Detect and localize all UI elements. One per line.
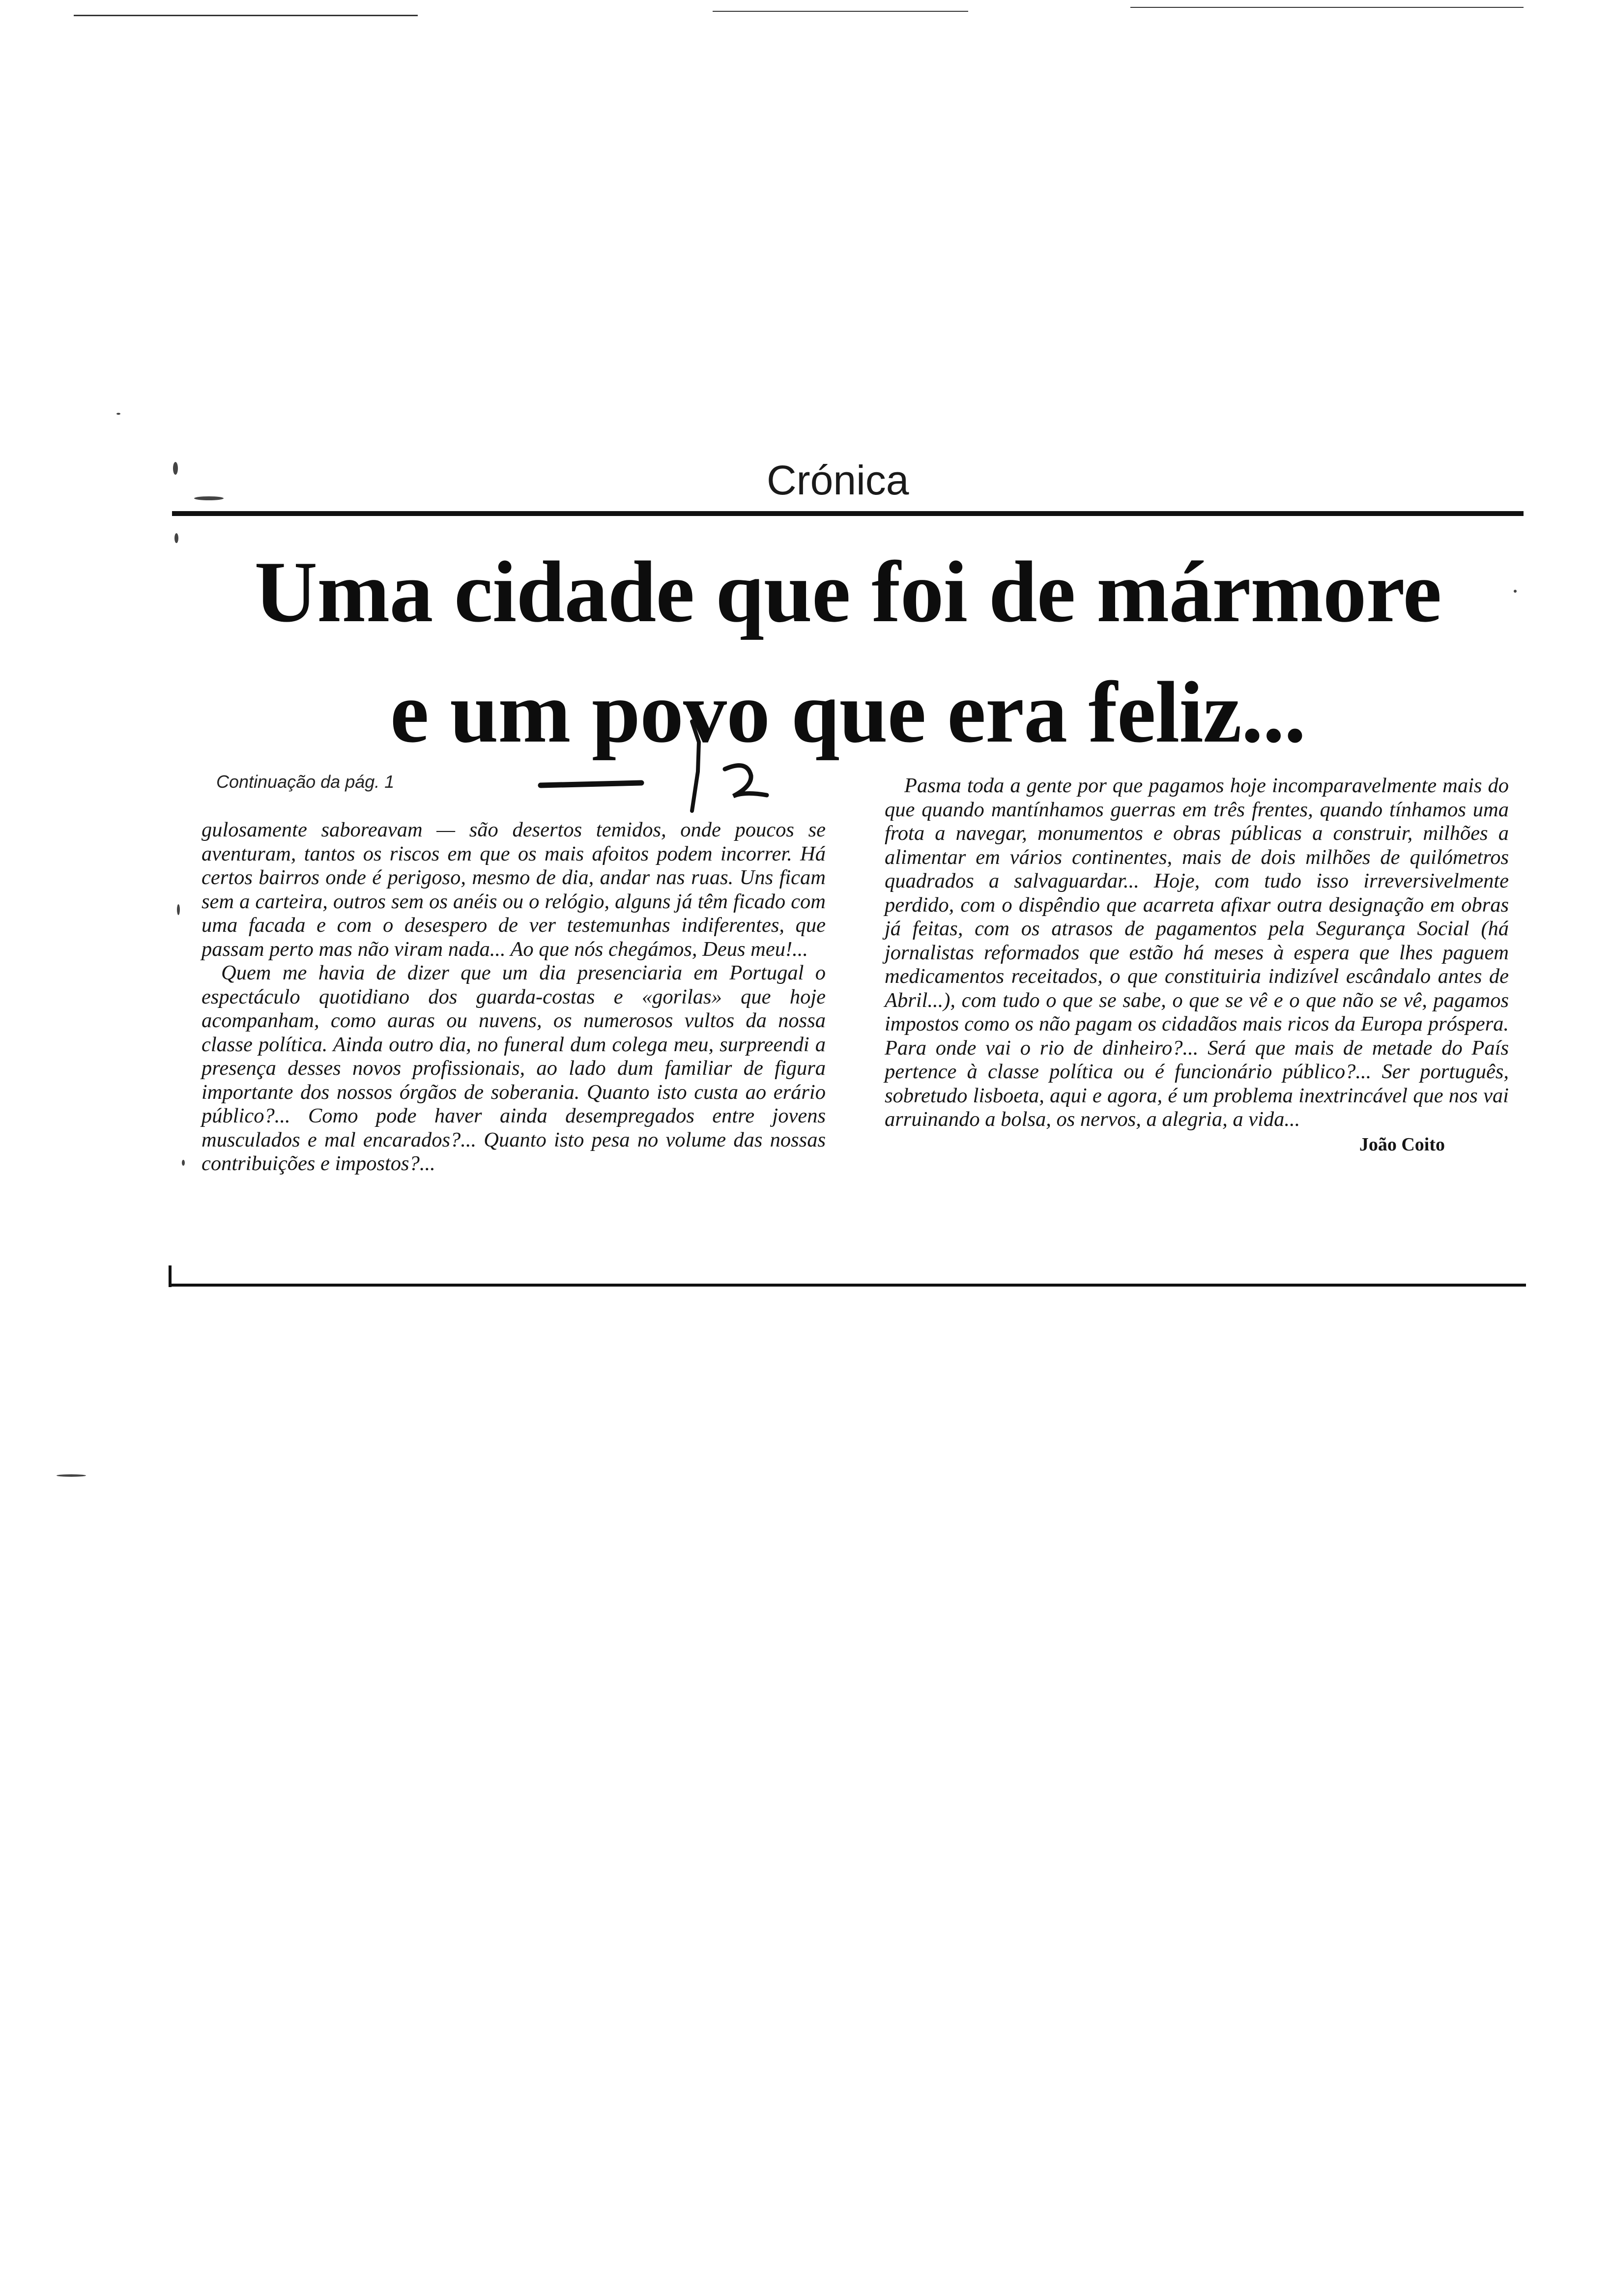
scan-speck: [194, 496, 224, 500]
paragraph: Quem me havia de dizer que um dia presenciaria em Portugal o espectáculo quotidiano dos guarda-costas e «gorilas» que hoje acompanham, como auras ou nuvens, os numerosos vultos da nossa classe política. Ainda outro dia, no funeral dum colega meu, surpreendi a presença desses novos profissionais, ao lado dum familiar de figura importante dos nossos órgãos de soberania. Quanto isto custa ao erário público?... Como pode haver ainda desempregados entre jovens musculados e mal encarados?... Quanto isto pesa no volume das nossas contribuições e impostos?...: [202, 961, 826, 1175]
scan-speck: [116, 413, 120, 415]
scan-edge-line: [74, 15, 418, 16]
section-label: Crónica: [767, 457, 909, 503]
scan-speck: [173, 462, 178, 475]
headline-line-2: e um povo que era feliz...: [390, 663, 1306, 761]
paragraph: Pasma toda a gente por que pagamos hoje incomparavelmente mais do que quando mantínhamos guerras em três frentes, quando tínhamos uma frota a navegar, monumentos e obras públicas a construir, milhões a alimentar em vários continentes, mais de dois milhões de quilómetros quadrados a salvaguardar... Hoje, com tudo isso irreversivelmente perdido, com o dispêndio que acarreta afixar outra designação em obras já feitas, com os atrasos de pagamentos pela Segurança Social (há jornalistas reformados que estão há meses à espera que lhes paguem medicamentos receitados, o que constituiria indizível escândalo antes de Abril...), com tudo o que se sabe, o que se vê e o que não se vê, pagamos impostos como os não pagam os cidadãos mais ricos da Europa próspera. Para onde vai o rio de dinheiro?... Será que mais de metade do País pertence à classe política ou é funcionário público?... Ser português, sobretudo lisboeta, aqui e agora, é um problema inextrincável que nos vai arruinando a bolsa, os nervos, a alegria, a vida...: [885, 774, 1509, 1131]
right-column: [885, 774, 1509, 1156]
scan-edge-line: [1130, 7, 1524, 8]
author-byline: João Coito: [1359, 1134, 1445, 1155]
headline-line-1: Uma cidade que foi de mármore: [254, 543, 1441, 640]
section-rule: [172, 511, 1524, 516]
bottom-rule: [170, 1284, 1526, 1287]
scan-speck: [1514, 590, 1517, 593]
left-column: [202, 818, 826, 1176]
paragraph: gulosamente saboreavam — são desertos temidos, onde poucos se aventuram, tantos os riscos em que os mais afoitos podem incorrer. Há certos bairros onde é perigoso, mesmo de dia, andar nas ruas. Uns ficam sem a carteira, outros sem os anéis ou o relógio, alguns já têm ficado com uma facada e com o desespero de ver testemunhas indiferentes, que passam perto mas não viram nada... Ao que nós chegámos, Deus meu!...: [202, 818, 826, 961]
scan-edge-line: [713, 11, 968, 12]
scan-speck: [174, 533, 178, 543]
scan-speck: [182, 1160, 185, 1166]
handwritten-mark: [536, 713, 791, 831]
continuation-note: Continuação da pág. 1: [216, 772, 395, 792]
scan-speck: [57, 1474, 86, 1477]
scan-speck: [177, 904, 180, 915]
